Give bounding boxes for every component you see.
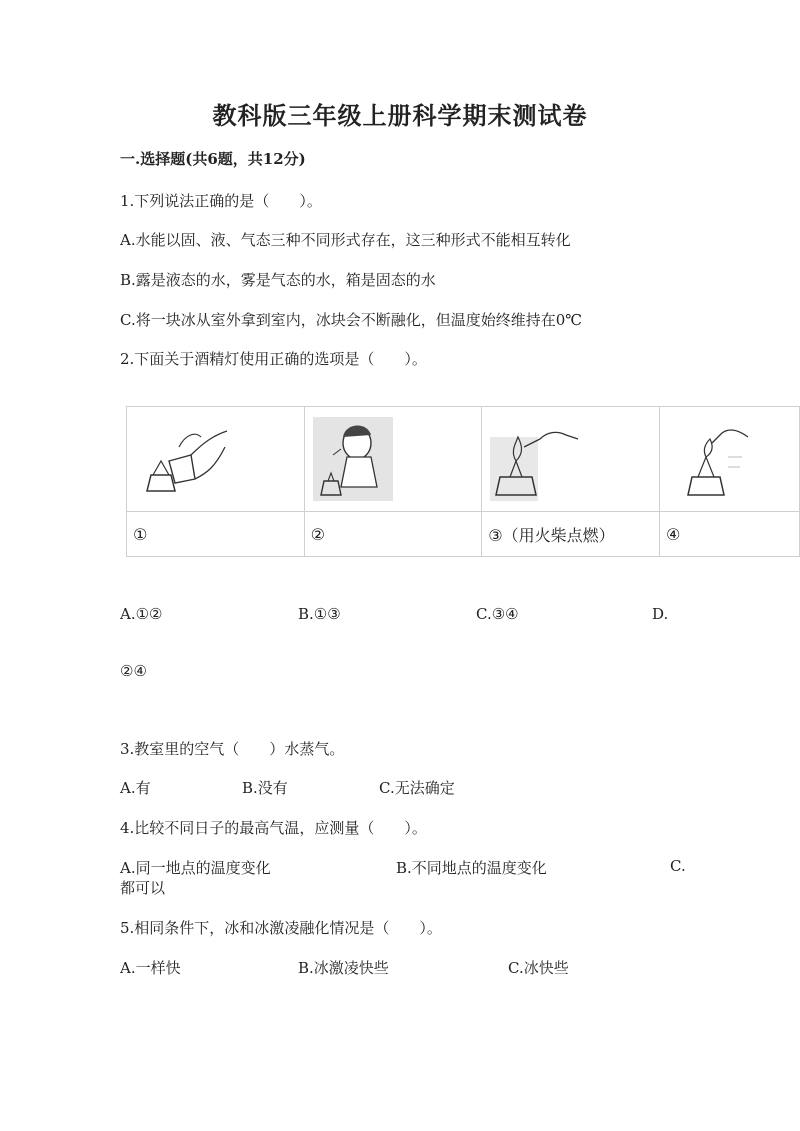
match-lighting-lamp-icon — [490, 417, 600, 501]
hand-lighting-lamp-icon — [135, 417, 245, 501]
figure-label-2: ② — [304, 512, 482, 557]
question-4-option-c: C. — [670, 857, 686, 875]
question-3-stem: 3.教室里的空气（ ）水蒸气。 — [120, 740, 345, 758]
question-2-option-b: B.①③ — [298, 605, 341, 623]
question-5-option-c: C.冰快些 — [508, 959, 569, 977]
figure-cell-1 — [127, 407, 305, 512]
figure-label-3: ③（用火柴点燃） — [482, 512, 660, 557]
question-1-stem: 1.下列说法正确的是（ ）。 — [120, 192, 322, 210]
question-1-option-a: A.水能以固、液、气态三种不同形式存在，这三种形式不能相互转化 — [120, 231, 571, 249]
question-5-option-b: B.冰激凌快些 — [298, 959, 389, 977]
question-3-option-b: B.没有 — [242, 779, 288, 797]
question-4-option-c-text: 都可以 — [120, 879, 166, 897]
question-2-stem: 2.下面关于酒精灯使用正确的选项是（ ）。 — [120, 350, 427, 368]
question-2-option-d-text: ②④ — [120, 662, 147, 680]
alcohol-lamp-figure-table — [126, 406, 800, 557]
question-1-option-b: B.露是液态的水，雾是气态的水，箱是固态的水 — [120, 271, 436, 289]
question-2-option-d: D. — [652, 605, 669, 623]
figure-cell-3 — [482, 407, 660, 512]
figure-label-4: ④ — [660, 512, 800, 557]
figure-cell-2 — [304, 407, 482, 512]
question-2-option-a: A.①② — [120, 605, 163, 623]
question-4-option-b: B.不同地点的温度变化 — [396, 859, 547, 877]
section-heading: 一.选择题(共6题，共12分) — [120, 150, 306, 168]
question-4-option-a: A.同一地点的温度变化 — [120, 859, 271, 877]
question-5-stem: 5.相同条件下，冰和冰激凌融化情况是（ ）。 — [120, 919, 442, 937]
figure-cell-4 — [660, 407, 800, 512]
page-title: 教科版三年级上册科学期末测试卷 — [212, 101, 588, 130]
boy-blowing-lamp-icon — [313, 417, 423, 501]
question-2-option-c: C.③④ — [476, 605, 519, 623]
question-3-option-c: C.无法确定 — [379, 779, 455, 797]
lamp-lighting-lamp-icon — [668, 417, 778, 501]
question-3-option-a: A.有 — [120, 779, 151, 797]
question-1-option-c: C.将一块冰从室外拿到室内，冰块会不断融化，但温度始终维持在0℃ — [120, 311, 583, 329]
question-5-option-a: A.一样快 — [120, 959, 181, 977]
question-4-stem: 4.比较不同日子的最高气温，应测量（ ）。 — [120, 819, 427, 837]
figure-label-1: ① — [127, 512, 305, 557]
